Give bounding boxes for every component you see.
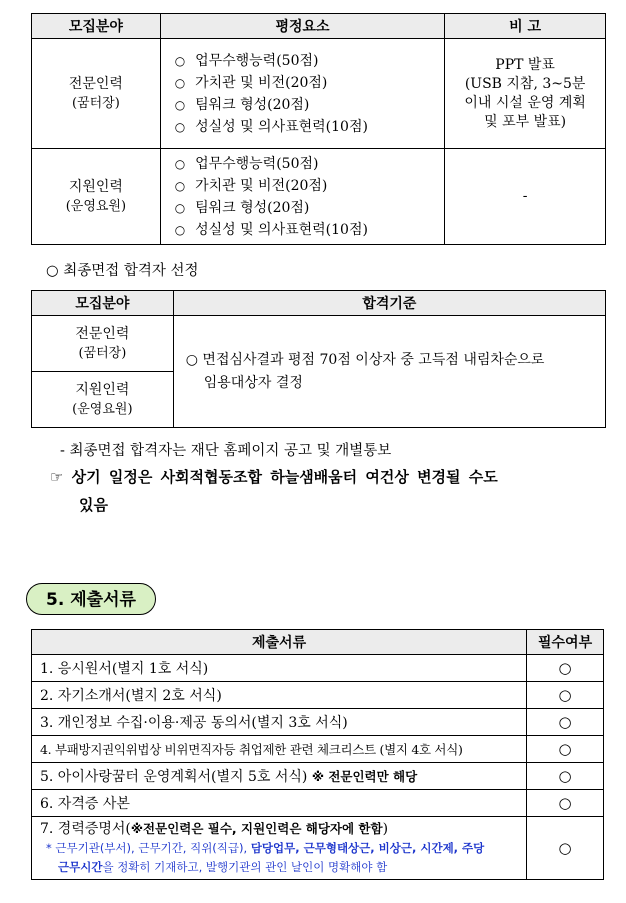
- required-mark: ○: [527, 655, 604, 682]
- documents-table: [31, 629, 604, 880]
- criteria-item: ○ 업무수행능력(50점): [175, 50, 444, 72]
- category-cell: [32, 316, 174, 372]
- required-mark: ○: [527, 790, 604, 817]
- document-note: ※ 전문인력만 해당: [311, 769, 418, 784]
- category-sub: (꿈터장): [71, 95, 120, 111]
- criteria-cell: [160, 149, 444, 245]
- criteria-line: ○ 면접심사결과 평점 70점 이상자 중 고득점 내림차순으로: [185, 351, 545, 368]
- category-cell: [32, 39, 161, 149]
- category-cell: [32, 149, 161, 245]
- required-mark: ○: [527, 763, 604, 790]
- criteria-item: ○ 가치관 및 비전(20점): [175, 175, 444, 197]
- document-detail: [40, 858, 526, 877]
- final-interview-heading: ○ 최종면접 합격자 선정: [46, 263, 199, 279]
- category-sub: (꿈터장): [78, 345, 127, 361]
- criteria-item: ○ 팀워크 형성(20점): [175, 197, 444, 219]
- pass-criteria-table: [31, 290, 606, 428]
- category-sub: (운영요원): [65, 198, 127, 214]
- criteria-item: ○ 업무수행능력(50점): [175, 153, 444, 175]
- document-item: [32, 763, 527, 790]
- document-item: 1. 응시원서(별지 1호 서식): [32, 655, 527, 682]
- section-title: 5. 제출서류: [26, 583, 156, 615]
- note-cell: -: [445, 149, 606, 245]
- notice-bold-line1: ☞ 상기 일정은 사회적협동조합 하늘샘배움터 여건상 변경될 수도: [50, 468, 498, 486]
- category-name: 전문인력: [75, 325, 130, 342]
- header-criteria: 평정요소: [160, 14, 444, 39]
- header-criteria: 합격기준: [173, 291, 605, 316]
- required-mark: ○: [527, 709, 604, 736]
- evaluation-table: [31, 13, 606, 245]
- criteria-item: ○ 팀워크 형성(20점): [175, 94, 444, 116]
- document-text: 5. 아이사랑꿈터 운영계획서(별지 5호 서식): [40, 769, 312, 785]
- document-item: [32, 817, 527, 880]
- required-mark: ○: [527, 736, 604, 763]
- header-field: 모집분야: [32, 14, 161, 39]
- category-name: 지원인력: [75, 381, 130, 398]
- header-required: 필수여부: [527, 630, 604, 655]
- criteria-item: ○ 가치관 및 비전(20점): [175, 72, 444, 94]
- note-line: (USB 지참, 3~5분: [464, 75, 586, 92]
- header-field: 모집분야: [32, 291, 174, 316]
- document-detail: [40, 839, 526, 858]
- criteria-item: ○ 성실성 및 의사표현력(10점): [175, 219, 444, 241]
- criteria-item: ○ 성실성 및 의사표현력(10점): [175, 116, 444, 138]
- category-cell: [32, 372, 174, 428]
- document-item: 2. 자기소개서(별지 2호 서식): [32, 682, 527, 709]
- note-line: PPT 발표: [495, 56, 555, 73]
- document-item: 3. 개인정보 수집·이용·제공 동의서(별지 3호 서식): [32, 709, 527, 736]
- notice-bold-line2: 있음: [79, 496, 108, 514]
- detail-star: *: [46, 841, 52, 855]
- header-documents: 제출서류: [32, 630, 527, 655]
- detail-emphasis: 근무시간: [58, 860, 103, 874]
- criteria-cell: [173, 316, 605, 428]
- detail-text: 근무기관(부서), 근무기간, 직위(직급),: [51, 841, 251, 855]
- note-line: 및 포부 발표): [484, 113, 567, 130]
- document-main-line: [40, 819, 526, 839]
- document-item: 6. 자격증 사본: [32, 790, 527, 817]
- criteria-line: 임용대상자 결정: [203, 374, 303, 391]
- note-line: 이내 시설 운영 계획: [464, 94, 586, 111]
- detail-text: 을 정확히 기재하고, 발행기관의 관인 날인이 명확해야 함: [102, 860, 388, 874]
- document-note: ※전문인력은 필수, 지원인력은 해당자에 한함: [130, 821, 383, 836]
- document-text: ): [382, 821, 389, 837]
- header-note: 비 고: [445, 14, 606, 39]
- required-mark: ○: [527, 817, 604, 880]
- category-sub: (운영요원): [72, 401, 133, 417]
- note-cell: [445, 39, 606, 149]
- category-name: 전문인력: [68, 75, 123, 92]
- detail-emphasis: 담당업무, 근무형태상근, 비상근, 시간제, 주당: [250, 841, 485, 855]
- required-mark: ○: [527, 682, 604, 709]
- criteria-cell: [160, 39, 444, 149]
- document-text: 7. 경력증명서(: [40, 821, 131, 837]
- notice-dash: - 최종면접 합격자는 재단 홈페이지 공고 및 개별통보: [60, 443, 392, 459]
- category-name: 지원인력: [68, 178, 123, 195]
- document-item: 4. 부패방지권익위법상 비위면직자등 취업제한 관련 체크리스트 (별지 4호 서식): [32, 736, 527, 763]
